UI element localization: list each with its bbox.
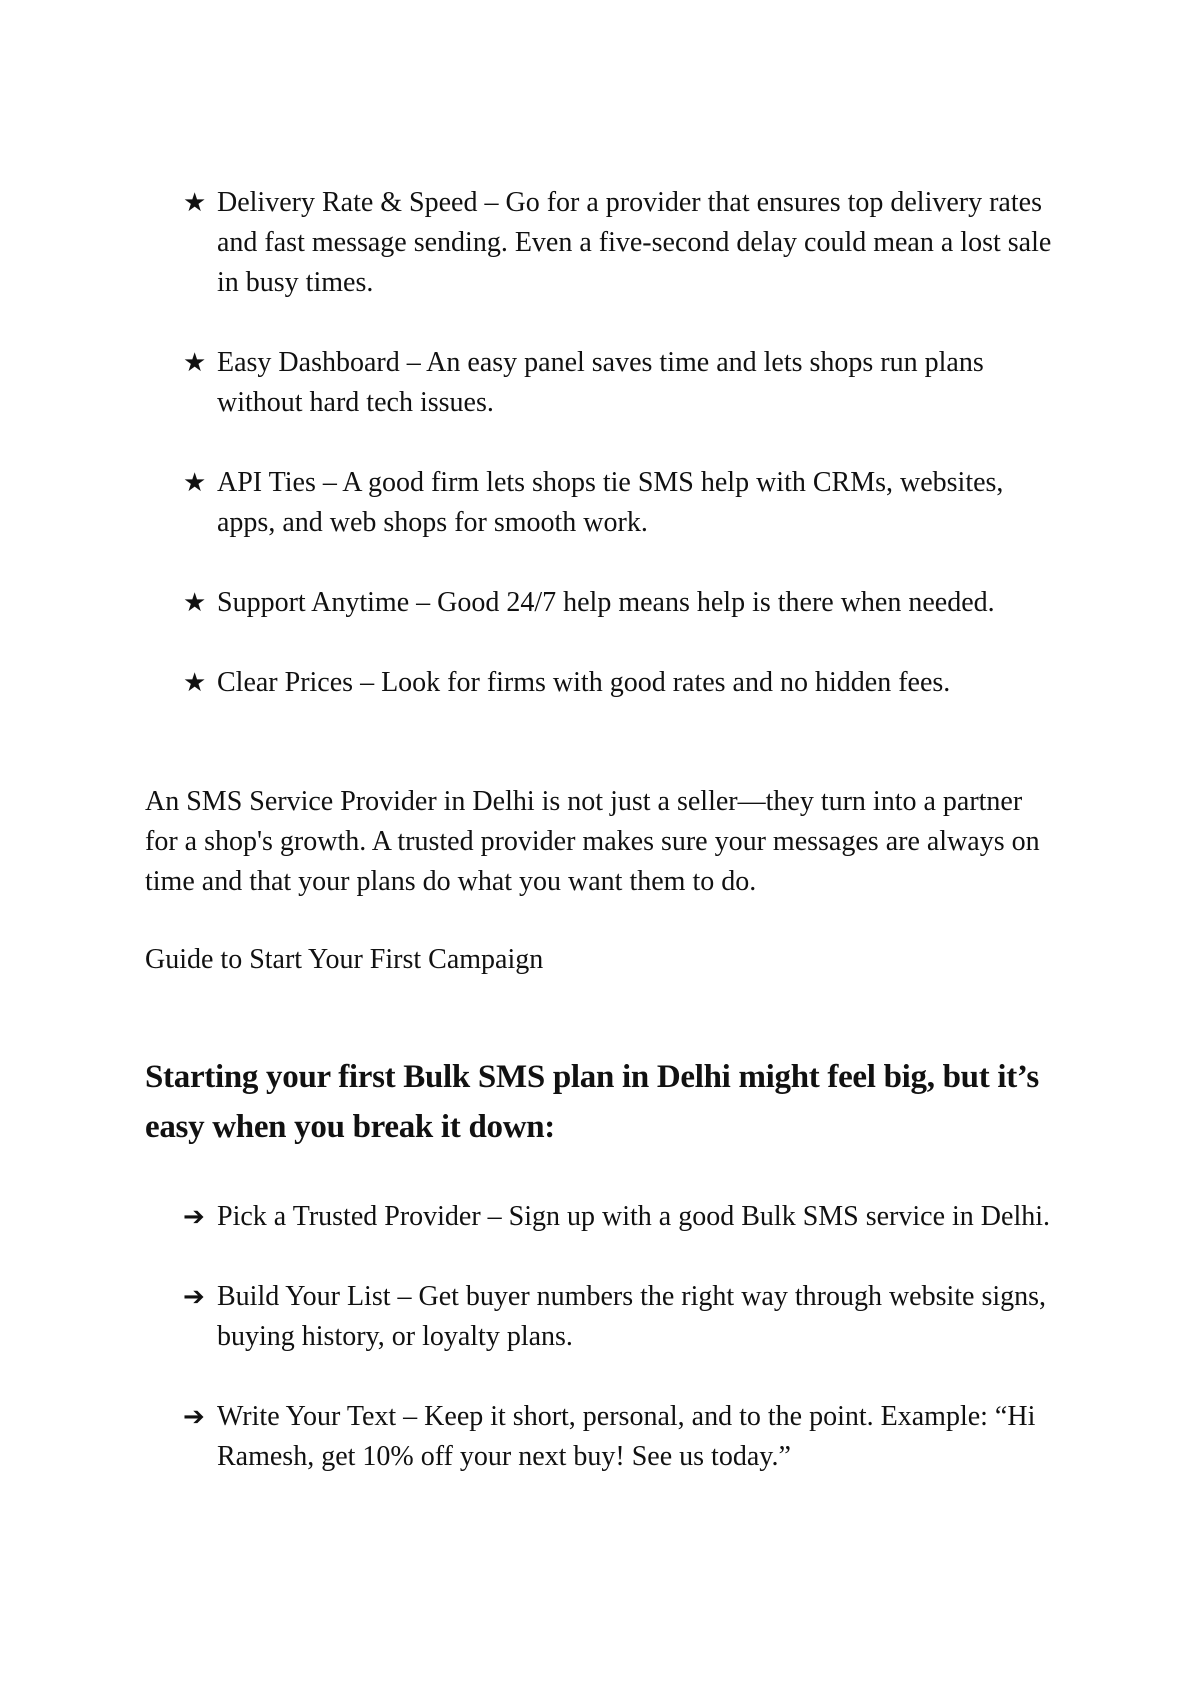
list-item-text: API Ties – A good firm lets shops tie SMS help with CRMs, websites, apps, and web shops for smooth work. xyxy=(217,467,1004,538)
star-icon: ★ xyxy=(183,668,207,698)
list-item xyxy=(183,183,1063,303)
list-item xyxy=(183,663,1063,703)
list-item-text: Write Your Text – Keep it short, personal, and to the point. Example: “Hi Ramesh, get 10% off your next buy! See us today.” xyxy=(217,1401,1036,1472)
list-item-text: Support Anytime – Good 24/7 help means help is there when needed. xyxy=(217,587,995,618)
guide-label: Guide to Start Your First Campaign xyxy=(145,944,544,975)
list-item xyxy=(183,343,1063,423)
star-icon: ★ xyxy=(183,188,207,218)
arrow-right-icon: ➔ xyxy=(183,1282,205,1312)
star-icon: ★ xyxy=(183,348,207,378)
star-icon: ★ xyxy=(183,588,207,618)
list-item-text: Clear Prices – Look for firms with good rates and no hidden fees. xyxy=(217,667,951,698)
list-item xyxy=(183,1277,1063,1357)
intro-paragraph: An SMS Service Provider in Delhi is not just a seller—they turn into a partner for a shop's growth. A trusted provider makes sure your messages are always on time and that your plans do what you want them to do. xyxy=(145,786,1040,897)
list-item-text: Easy Dashboard – An easy panel saves time and lets shops run plans without hard tech issues. xyxy=(217,347,984,418)
list-item xyxy=(183,463,1063,543)
arrow-right-icon: ➔ xyxy=(183,1202,205,1232)
list-item-text: Pick a Trusted Provider – Sign up with a good Bulk SMS service in Delhi. xyxy=(217,1201,1050,1232)
feature-list xyxy=(183,183,1063,703)
star-icon: ★ xyxy=(183,468,207,498)
section-heading: Starting your first Bulk SMS plan in Delhi might feel big, but it’s easy when you break it down: xyxy=(145,1059,1039,1145)
steps-list xyxy=(183,1197,1063,1477)
list-item-text: Build Your List – Get buyer numbers the right way through website signs, buying history, or loyalty plans. xyxy=(217,1281,1047,1352)
arrow-right-icon: ➔ xyxy=(183,1402,205,1432)
list-item-text: Delivery Rate & Speed – Go for a provider that ensures top delivery rates and fast message sending. Even a five-second delay could mean a lost sale in busy times. xyxy=(217,187,1052,298)
list-item xyxy=(183,1397,1063,1477)
list-item xyxy=(183,583,1063,623)
list-item xyxy=(183,1197,1063,1237)
